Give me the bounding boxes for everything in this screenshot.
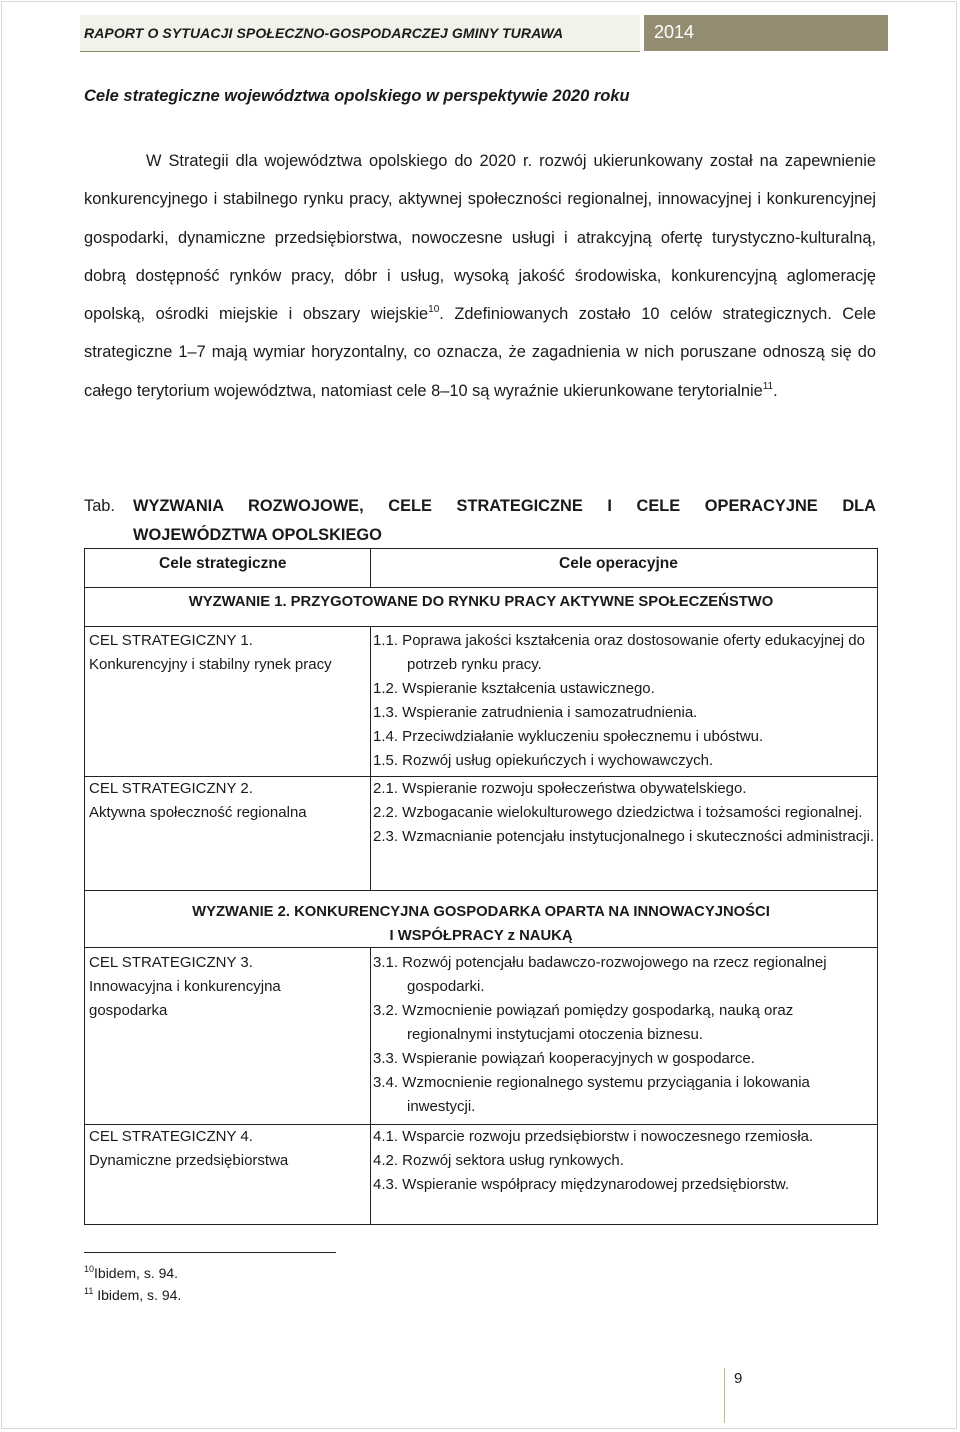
operational-goal: 1.3. Wspieranie zatrudnienia i samozatrudnienia.: [373, 704, 698, 721]
footnote-11: [84, 1287, 181, 1303]
operational-goal: 2.3. Wzmacnianie potencjału instytucjonalnego i skuteczności administracji.: [373, 828, 875, 845]
footnote-number: 10: [84, 1264, 95, 1274]
table-caption-label: Tab.: [84, 497, 115, 515]
strategic-goal-4: [89, 1125, 359, 1173]
operational-goal: 1.2. Wspieranie kształcenia ustawicznego.: [373, 680, 655, 697]
operational-goal: 3.2. Wzmocnienie powiązań pomiędzy gospodarką, nauką oraz regionalnymi instytucjami otoczenia biznesu.: [373, 1002, 794, 1043]
strategic-goal-label: CEL STRATEGICZNY 3.: [89, 954, 253, 971]
operational-goals-3: [373, 951, 878, 1119]
table-caption-title-line1: WYZWANIA ROZWOJOWE, CELE STRATEGICZNE I CELE OPERACYJNE DLA: [133, 497, 876, 515]
operational-goal: 4.2. Rozwój sektora usług rynkowych.: [373, 1152, 624, 1169]
paragraph-text-2: . Zdefiniowanych zostało 10 celów strategicznych. Cele strategiczne 1–7 mają wymiar horyzontalny, co oznacza, że zagadnienia w nich poruszane odnoszą się do całego terytorium województwa, natomiast cele 8–10 są wyraźnie ukierunkowane terytorialnie: [84, 305, 876, 400]
operational-goal: 1.4. Przeciwdziałanie wykluczeniu społecznemu i ubóstwu.: [373, 728, 764, 745]
strategic-goal-3: [89, 951, 359, 1023]
table-rule: [370, 947, 371, 1224]
header-year-box: [644, 15, 888, 51]
paragraph-text-1: W Strategii dla województwa opolskiego do 2020 r. rozwój ukierunkowany został na zapewnienie konkurencyjnego i stabilnego rynku pracy, aktywnej społeczności regionalnej, innowacyjnej i konkurencyjnej gospodarki, dynamiczne przedsiębiorstwa, nowoczesne usługi i atrakcyjną ofertę turystyczno-kulturalną, dobrą dostępność rynków pracy, dóbr i usług, wysoką jakość środowiska, konkurencyjną aglomerację opolską, ośrodki miejskie i obszary wiejskie: [84, 152, 876, 324]
page-number-divider: [724, 1368, 725, 1423]
header-year: 2014: [654, 22, 695, 42]
footnote-10: [84, 1265, 178, 1281]
operational-goal: 1.1. Poprawa jakości kształcenia oraz dostosowanie oferty edukacyjnej do potrzeb rynku pracy.: [373, 632, 865, 673]
footnote-separator: [84, 1252, 336, 1253]
operational-goal: 1.5. Rozwój usług opiekuńczych i wychowawczych.: [373, 752, 714, 769]
footnote-number: 11: [84, 1286, 94, 1296]
body-paragraph: [84, 142, 876, 410]
strategic-goal-name: Aktywna społeczność regionalna: [89, 804, 307, 821]
challenge-1: WYZWANIE 1. PRZYGOTOWANE DO RYNKU PRACY AKTYWNE SPOŁECZEŃSTWO: [188, 594, 774, 610]
header-strategic-goals: Cele strategiczne: [159, 555, 287, 572]
header-title-box: [80, 15, 640, 52]
goals-table: [84, 548, 878, 1225]
strategic-goal-name: Konkurencyjny i stabilny rynek pracy: [89, 656, 332, 673]
header-title: RAPORT O SYTUACJI SPOŁECZNO-GOSPODARCZEJ GMINY TURAWA: [84, 25, 564, 41]
challenge-2-line1: WYZWANIE 2. KONKURENCYJNA GOSPODARKA OPARTA NA INNOWACYJNOŚCI: [192, 904, 770, 920]
table-rule: [370, 626, 371, 890]
strategic-goal-2: [89, 777, 359, 825]
operational-goal: 2.2. Wzbogacanie wielokulturowego dziedzictwa i tożsamości regionalnej.: [373, 804, 863, 821]
operational-goal: 2.1. Wspieranie rozwoju społeczeństwa obywatelskiego.: [373, 780, 747, 797]
footnote-text: Ibidem, s. 94.: [93, 1287, 182, 1303]
section-title: Cele strategiczne województwa opolskiego w perspektywie 2020 roku: [84, 87, 630, 105]
table-caption-title-line2: WOJEWÓDZTWA OPOLSKIEGO: [133, 526, 382, 544]
footnote-ref-10[interactable]: 10: [428, 304, 440, 316]
operational-goals-4: [373, 1125, 878, 1197]
strategic-goal-label: CEL STRATEGICZNY 4.: [89, 1128, 253, 1145]
strategic-goal-1: [89, 629, 359, 677]
operational-goal: 3.3. Wspieranie powiązań kooperacyjnych w gospodarce.: [373, 1050, 755, 1067]
page-header: [80, 15, 888, 51]
strategic-goal-name: Dynamiczne przedsiębiorstwa: [89, 1152, 289, 1169]
operational-goal: 3.4. Wzmocnienie regionalnego systemu przyciągania i lokowania inwestycji.: [373, 1074, 810, 1115]
table-rule: [85, 890, 877, 891]
table-rule: [370, 549, 371, 587]
footnote-ref-11[interactable]: 11: [762, 380, 774, 392]
table-rule: [85, 587, 877, 588]
operational-goals-2: [373, 777, 878, 849]
paragraph-text-3: .: [773, 381, 778, 400]
header-operational-goals: Cele operacyjne: [559, 555, 678, 572]
challenge-2-line2: I WSPÓŁPRACY z NAUKĄ: [389, 928, 573, 944]
operational-goal: 4.1. Wsparcie rozwoju przedsiębiorstw i nowoczesnego rzemiosła.: [373, 1128, 814, 1145]
table-rule: [85, 626, 877, 627]
strategic-goal-label: CEL STRATEGICZNY 2.: [89, 780, 253, 797]
footnote-text: Ibidem, s. 94.: [94, 1265, 179, 1281]
strategic-goal-label: CEL STRATEGICZNY 1.: [89, 632, 253, 649]
table-rule: [85, 947, 877, 948]
operational-goals-1: [373, 629, 878, 773]
operational-goal: 3.1. Rozwój potencjału badawczo-rozwojowego na rzecz regionalnej gospodarki.: [373, 954, 827, 995]
operational-goal: 4.3. Wspieranie współpracy międzynarodowej przedsiębiorstw.: [373, 1176, 790, 1193]
strategic-goal-name: Innowacyjna i konkurencyjna gospodarka: [89, 978, 281, 1019]
page-number: 9: [734, 1370, 743, 1387]
